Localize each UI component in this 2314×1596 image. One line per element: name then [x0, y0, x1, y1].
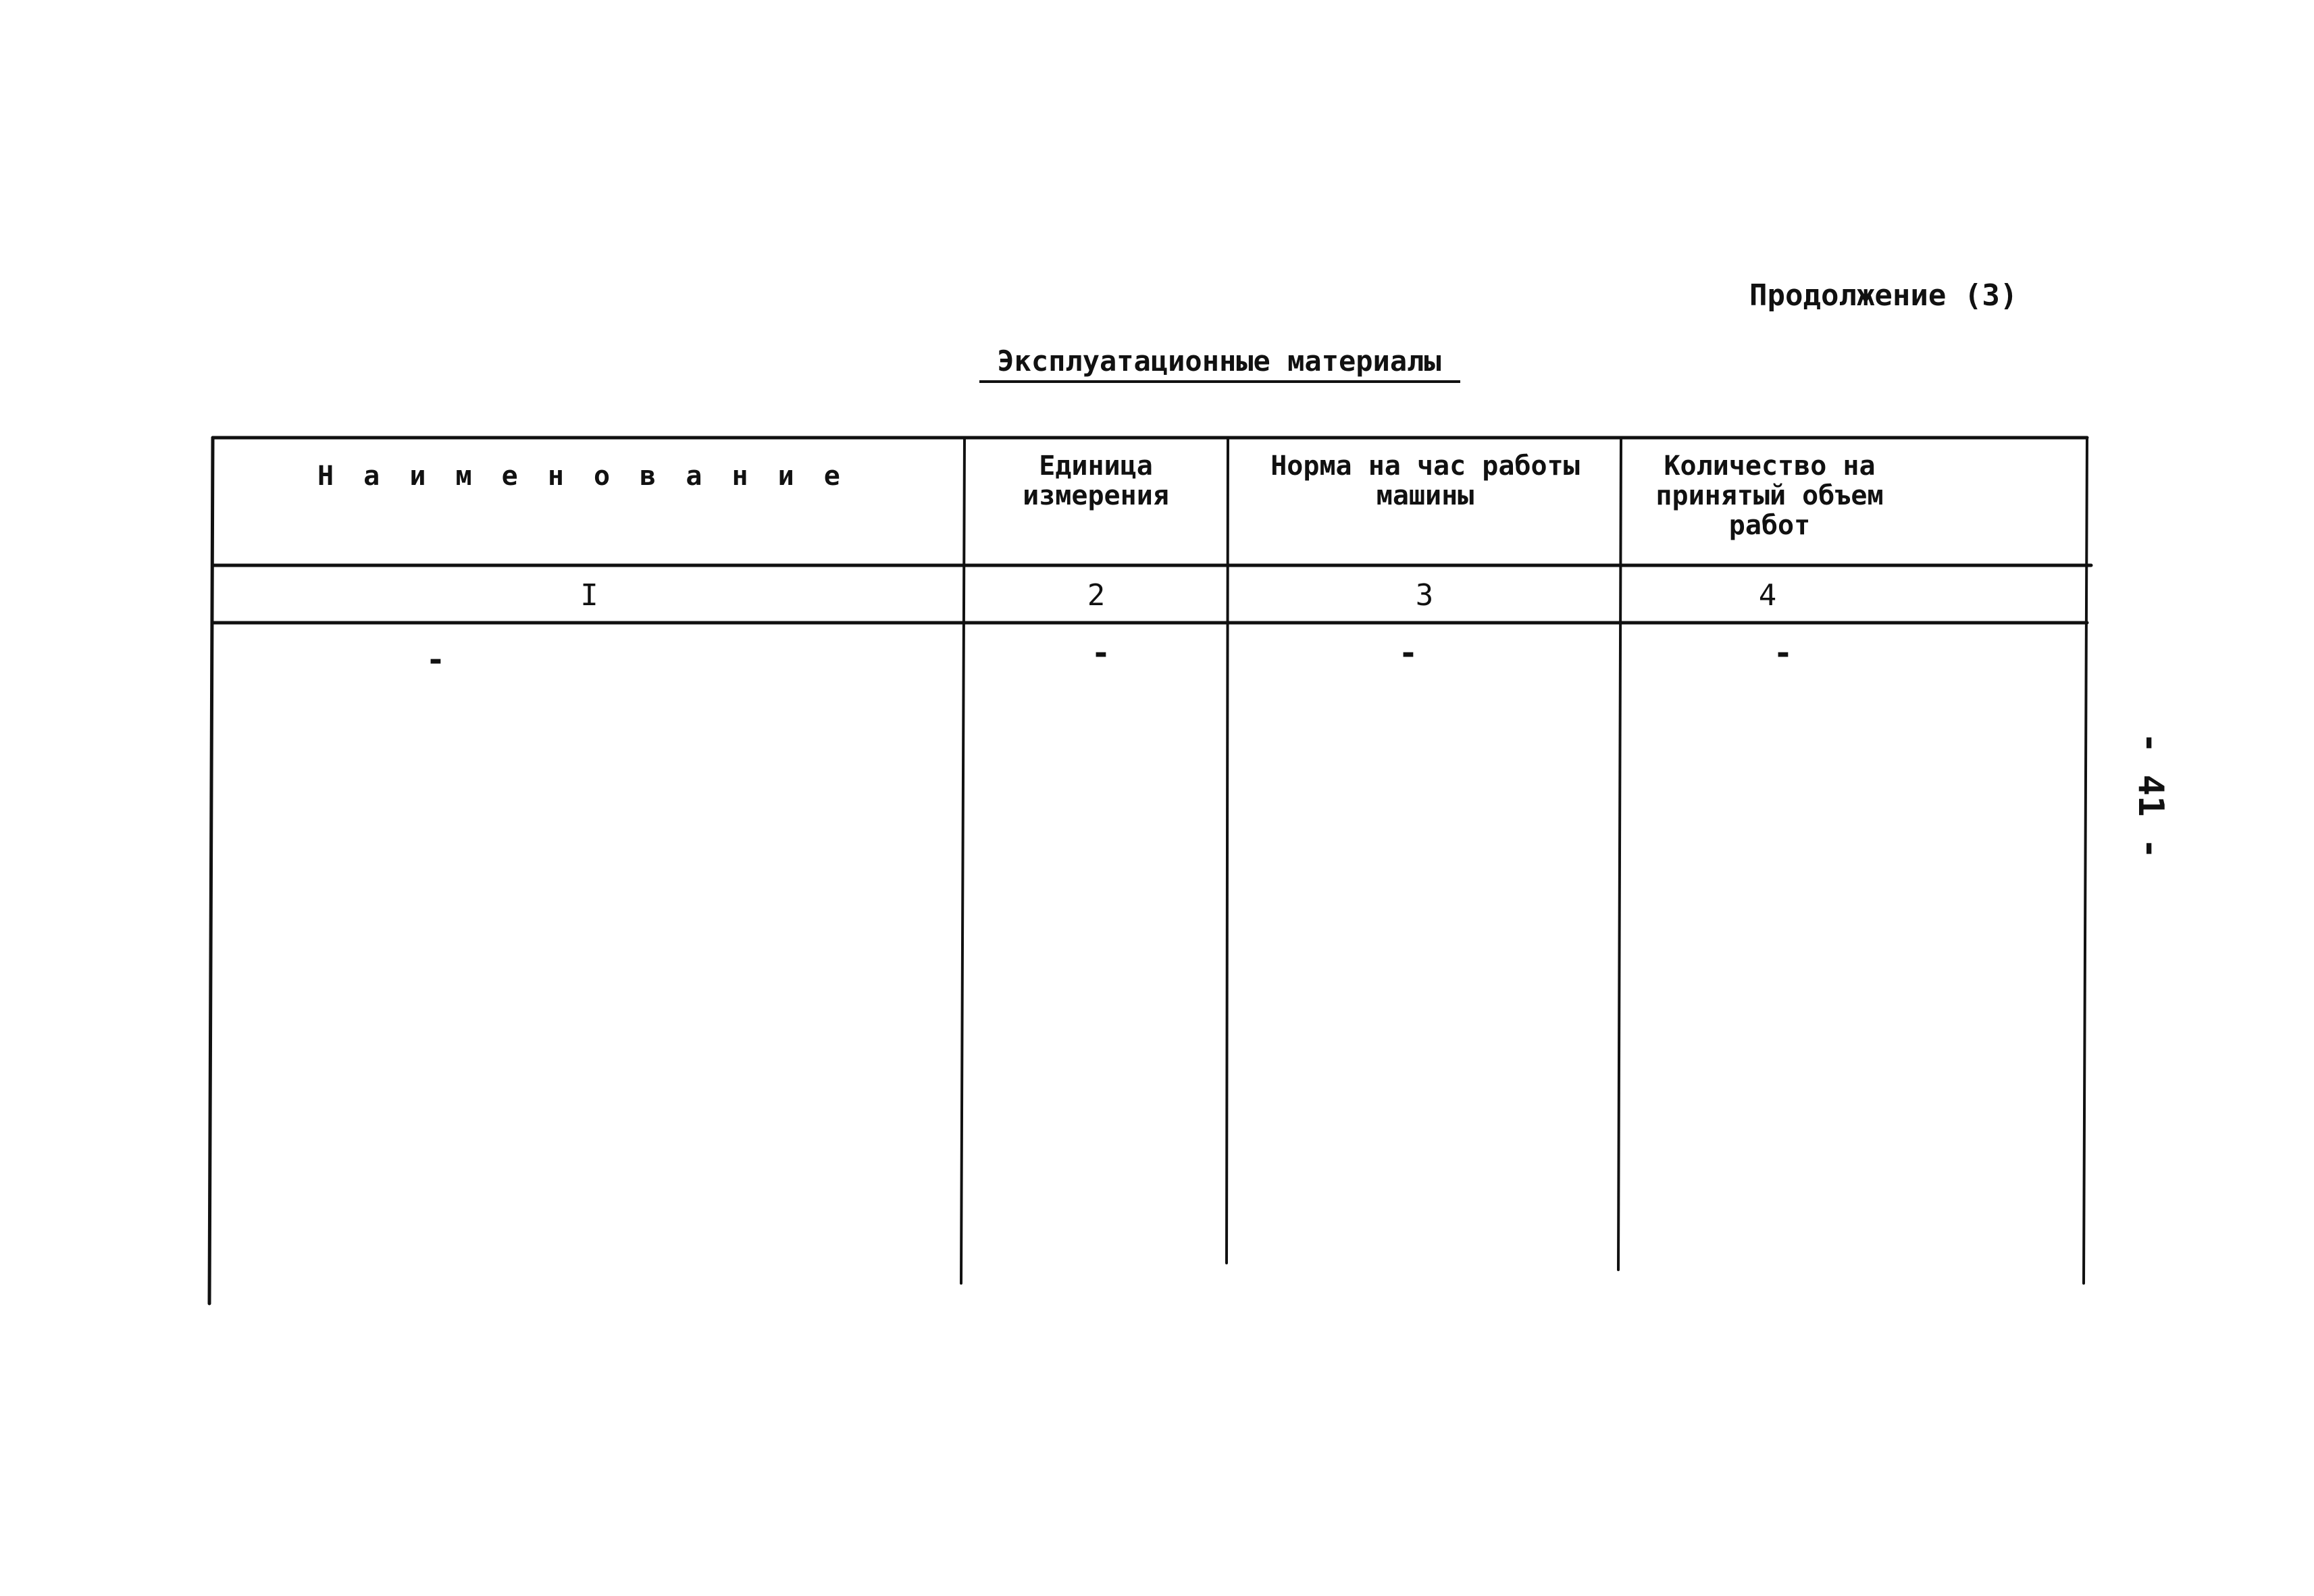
continuation-label: Продолжение (3) [1749, 278, 2018, 313]
cell-value-name: - [426, 641, 446, 679]
cell-value-norm: - [1398, 634, 1418, 672]
table-left-border [209, 438, 213, 1304]
column-header-norm: Норма на час работы машины [1270, 451, 1580, 511]
column-header-quantity: Количество на принятый объем работ [1655, 451, 1884, 541]
cell-value-quantity: - [1773, 634, 1793, 672]
column-number-4: 4 [1758, 578, 1777, 613]
column-header-unit: Единица измерения [1023, 451, 1169, 511]
column-divider-2 [1227, 438, 1228, 1263]
column-number-3: 3 [1415, 578, 1434, 613]
column-header-name: Н а и м е н о в а н и е [317, 461, 847, 492]
page-number: - 41 - [2130, 732, 2171, 859]
column-divider-3 [1618, 438, 1621, 1270]
column-number-1: I [580, 578, 598, 613]
section-title: Эксплуатационные материалы [997, 344, 1441, 378]
cell-value-unit: - [1091, 634, 1111, 672]
column-number-2: 2 [1087, 578, 1106, 613]
